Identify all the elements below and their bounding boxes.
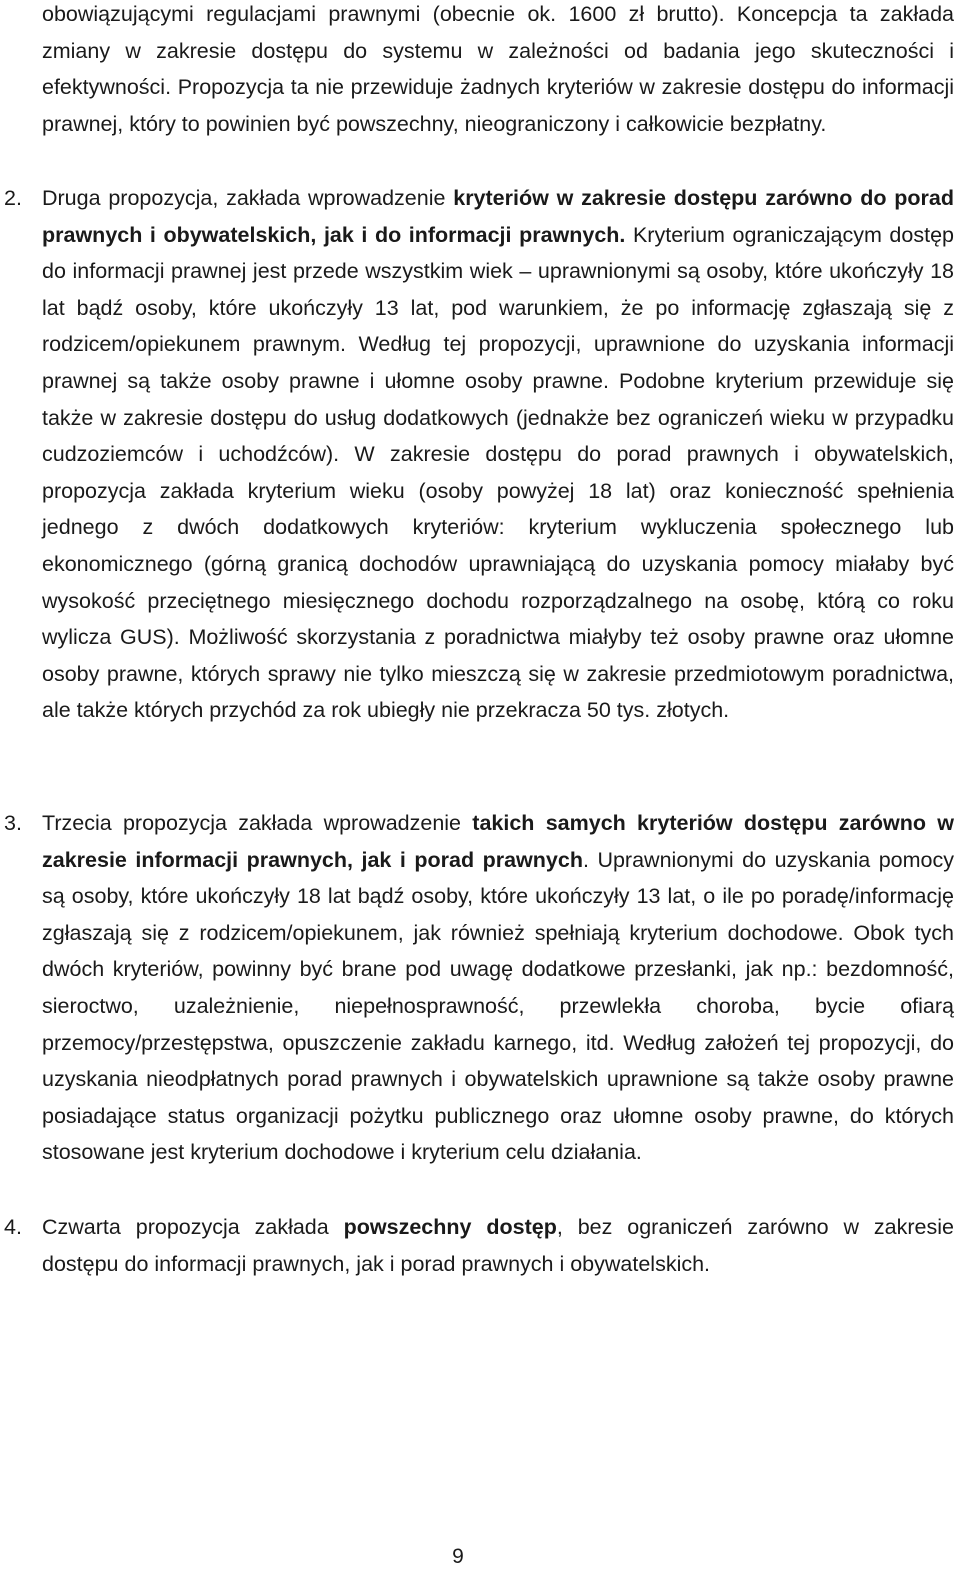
bold-text: takich samych kryteriów dostępu zarówno w zakresie informacji prawnych, jak i porad prawnych [42,811,954,872]
lead-text: Druga propozycja, zakłada wprowadzenie [42,186,454,210]
list-item-3 [0,805,954,1171]
intro-paragraph: obowiązującymi regulacjami prawnymi (obecnie ok. 1600 zł brutto). Koncepcja ta zakłada zmiany w zakresie dostępu do systemu w zależności od badania jego skuteczności i efektywności. Propozycja ta nie przewiduje żadnych kryteriów w zakresie dostępu do informacji prawnej, który to powinien być powszechny, nieograniczony i całkowicie bezpłatny. [42,2,954,136]
rest-text: . Uprawnionymi do uzyskania pomocy są osoby, które ukończyły 18 lat bądź osoby, które ukończyły 13 lat, o ile po poradę/informację zgłaszają się z rodzicem/opiekunem, jak również spełniają kryterium dochodowe. Obok tych dwóch kryteriów, powinny być brane pod uwagę dodatkowe przesłanki, jak np.: bezdomność, sieroctwo, uzależnienie, niepełnosprawność, przewlekła choroba, bycie ofiarą przemocy/przestępstwa, opuszczenie zakładu karnego, itd. Według założeń tej propozycji, do uzyskania nieodpłatnych porad prawnych i obywatelskich uprawnione są także osoby prawne posiadające status organizacji pożytku publicznego oraz ułomne osoby prawne, do których stosowane jest kryterium dochodowe i kryterium celu działania. [42,847,954,1165]
list-item-text [42,1209,954,1282]
list-item-text [42,805,954,1171]
bold-text: powszechny dostęp [343,1215,557,1239]
lead-text: Czwarta propozycja zakłada [42,1215,344,1239]
list-number: 4. [4,1215,22,1239]
bold-text: kryteriów w zakresie dostępu zarówno do porad prawnych i obywatelskich, jak i do informacji prawnych. [42,186,954,247]
rest-text: Kryterium ograniczającym dostęp do informacji prawnej jest przede wszystkim wiek – uprawnionymi są osoby, które ukończyły 18 lat bądź osoby, które ukończyły 13 lat, pod warunkiem, że po informację zgłaszają się z rodzicem/opiekunem prawnym. Według tej propozycji, uprawnione do uzyskania informacji prawnej są także osoby prawne i ułomne osoby prawne. Podobne kryterium przewiduje się także w zakresie dostępu do usług dodatkowych (jednakże bez ograniczeń wieku w przypadku cudzoziemców i uchodźców). W zakresie dostępu do porad prawnych i obywatelskich, propozycja zakłada kryterium wieku (osoby powyżej 18 lat) oraz konieczność spełnienia jednego z dwóch dodatkowych kryteriów: kryterium wykluczenia społecznego lub ekonomicznego (górną granicą dochodów uprawniającą do uzyskania pomocy miałaby być wysokość przeciętnego miesięcznego dochodu rozporządzalnego na osobę, którą co roku wylicza GUS). Możliwość skorzystania z poradnictwa miałyby też osoby prawne oraz ułomne osoby prawne, których sprawy nie tylko mieszczą się w zakresie przedmiotowym poradnictwa, ale także których przychód za rok ubiegły nie przekracza 50 tys. złotych. [42,222,954,723]
list-item-text [42,180,954,729]
list-item-4 [0,1209,954,1282]
list-item-2 [0,180,954,729]
page-number: 9 [452,1545,464,1568]
rest-text: , bez ograniczeń zarówno w zakresie dostępu do informacji prawnych, jak i porad prawnych i obywatelskich. [42,1215,954,1276]
list-number: 3. [4,811,22,835]
list-number: 2. [4,186,22,210]
lead-text: Trzecia propozycja zakłada wprowadzenie [42,811,473,835]
